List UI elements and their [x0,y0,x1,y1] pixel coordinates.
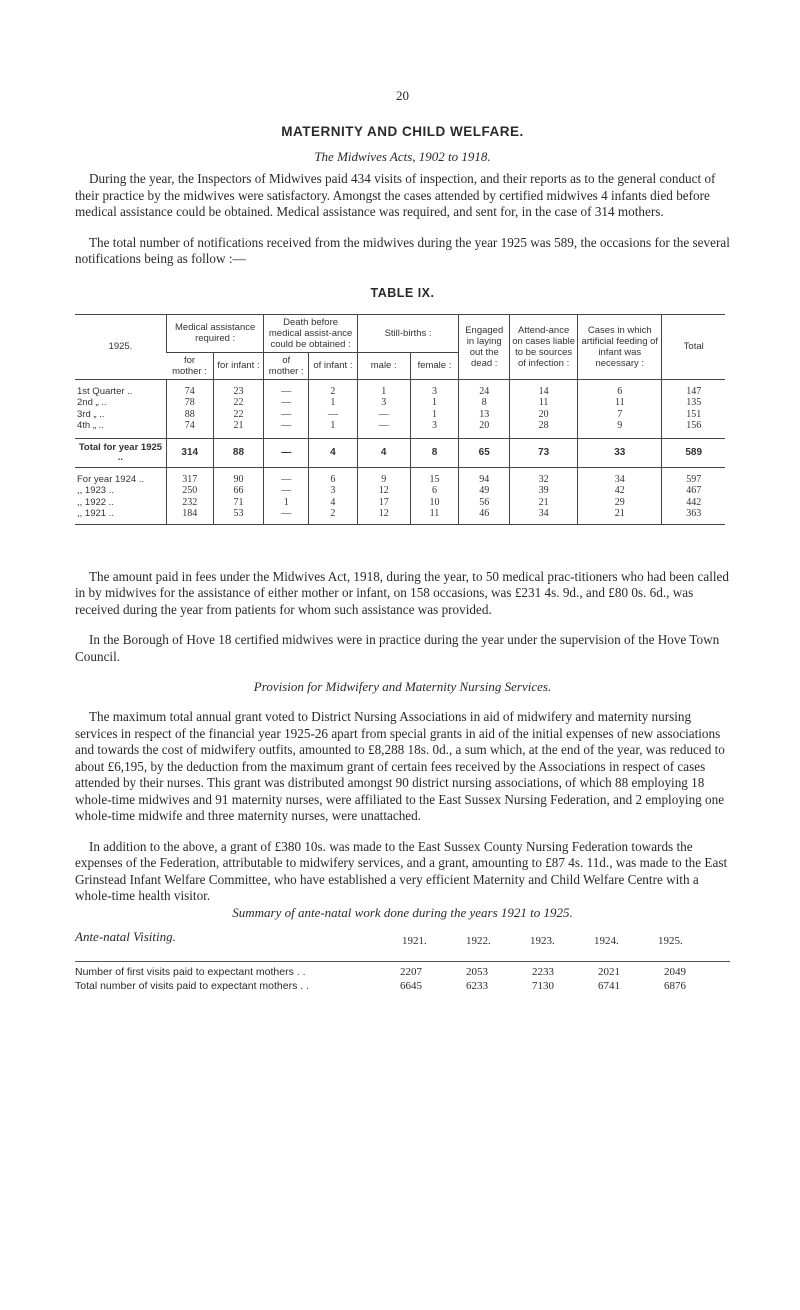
row-label: 4th „ .. [77,420,104,431]
cell: — [264,379,309,397]
cell: 232 [166,497,213,509]
cell: 88 [213,438,264,467]
cell: — [264,409,309,421]
cell: 589 [662,438,725,467]
subtitle: The Midwives Acts, 1902 to 1918. [314,149,491,164]
table-row [75,397,725,409]
cell: 21 [578,508,662,524]
cell: 24 [459,379,510,397]
row-label: 2nd „ .. [77,397,107,408]
document-page [75,0,730,993]
year-header: 1925. [658,934,683,947]
cell: 11 [578,397,662,409]
table-row [75,379,725,397]
cell: — [264,438,309,467]
cell: 6876 [664,979,686,992]
row-label: For year 1924 .. [77,473,145,485]
sub-female: female : [410,352,459,379]
cell: 74 [166,379,213,397]
cell: 7130 [532,979,554,992]
table-row [75,961,730,979]
cell: 22 [213,409,264,421]
cell: 22 [213,397,264,409]
cell: 3 [357,397,410,409]
cell: 6645 [400,979,422,992]
cell: 66 [213,485,264,497]
cell: 13 [459,409,510,421]
row-label: 3rd „ .. [77,408,105,420]
header-medical: Medical assistance required : [166,314,263,352]
cell: 2053 [466,961,532,979]
cell: 28 [510,420,578,438]
cell: 1 [357,379,410,397]
cell: 9 [357,467,410,485]
page-number: 20 [396,88,409,103]
cell: 597 [662,467,725,485]
cell: 2233 [532,961,598,979]
sub-for-infant: for infant : [213,352,264,379]
cell: 184 [166,508,213,524]
cell: 56 [459,497,510,509]
cell: 21 [213,420,264,438]
cell: 6741 [598,979,620,992]
sub-for-mother: for mother : [166,352,213,379]
cell: — [264,420,309,438]
cell: 65 [459,438,510,467]
cell: 34 [578,467,662,485]
paragraph-fees: The amount paid in fees under the Midwives Act, 1918, during the year, to 50 medical prac-titioners who had been called in by midwives for the assistance of either mother or infant, on 158 occasions, was £231 4s. 9d., and £80 0s. 6d., was received during the year from patients for whom such assistance was provided. [75,568,729,617]
cell: 9 [578,420,662,438]
cell: 6233 [466,979,488,992]
cell: 46 [459,508,510,524]
year-headers [402,935,722,947]
table-row [75,467,725,485]
table-row [75,979,730,993]
row-label: Total number of visits paid to expectant mothers . . [75,979,310,992]
cell: 29 [578,497,662,509]
cell: 94 [459,467,510,485]
row-label: Number of first visits paid to expectant mothers . . [75,961,400,979]
header-engaged: Engaged in laying out the dead : [459,314,510,379]
cell: 7 [578,409,662,421]
cell: 3 [309,485,358,497]
sub-of-mother: of mother : [264,352,309,379]
year-header: 1924. [594,934,619,947]
row-label: ,, 1923 .. [77,485,114,496]
cell: 317 [166,467,213,485]
year-header: 1921. [402,934,427,947]
table-row [75,485,725,497]
header-death: Death before medical assist-ance could be obtained : [264,314,357,352]
cell: 4 [357,438,410,467]
cell: 20 [459,420,510,438]
header-stillbirths: Still-births : [357,314,459,352]
section-heading: MATERNITY AND CHILD WELFARE. [281,124,524,139]
cell: 467 [662,485,725,497]
cell: 363 [662,508,725,524]
cell: 3 [410,379,459,397]
cell: 49 [459,485,510,497]
cell: 34 [510,508,578,524]
paragraph-notifications: The total number of notifications received from the midwives during the year 1925 was 589, the occasions for the several notifications being as follow :— [75,234,730,266]
cell: — [264,508,309,524]
cell: 4 [309,497,358,509]
cell: — [264,467,309,485]
table-title: TABLE IX. [370,285,435,300]
cell: 2 [309,379,358,397]
ante-natal-label: Ante-natal Visiting. [75,928,176,944]
cell: — [309,409,358,421]
header-attendance: Attend-ance on cases liable to be sources of infection : [510,314,578,379]
cell: 250 [166,485,213,497]
cell: 442 [662,497,725,509]
cell: 90 [213,467,264,485]
cell: 2207 [400,961,466,979]
cell: 156 [662,420,725,438]
cell: 135 [662,397,725,409]
cell: 32 [510,467,578,485]
cell: 2021 [598,961,664,979]
ante-natal-header [75,929,730,949]
total-row [75,438,725,467]
cell: 11 [510,397,578,409]
cell: 33 [578,438,662,467]
cell: 1 [264,497,309,509]
cell: — [357,409,410,421]
cell: 88 [166,409,213,421]
table-row [75,508,725,524]
cell: 147 [662,379,725,397]
cell: 3 [410,420,459,438]
cell: 4 [309,438,358,467]
cell: — [357,420,410,438]
total-label: Total for year 1925 .. [75,438,166,467]
cell: — [264,397,309,409]
table-row [75,420,725,438]
cell: 14 [510,379,578,397]
header-total: Total [662,314,725,379]
cell: 10 [410,497,459,509]
cell: 74 [166,420,213,438]
cell: 6 [410,485,459,497]
cell: 8 [410,438,459,467]
cell: 1 [410,397,459,409]
cell: 12 [357,508,410,524]
summary-title: Summary of ante-natal work done during the years 1921 to 1925. [232,904,573,920]
cell: 15 [410,467,459,485]
cell: 8 [459,397,510,409]
sub-male: male : [357,352,410,379]
row-label: ,, 1921 .. [75,508,166,524]
cell: 2049 [664,961,730,979]
cell: 42 [578,485,662,497]
cell: 78 [166,397,213,409]
table-ix [75,314,725,525]
cell: 20 [510,409,578,421]
sub-of-infant: of infant : [309,352,358,379]
paragraph-grant: The maximum total annual grant voted to District Nursing Associations in aid of midwifery and maternity nursing services in respect of the financial year 1925-26 apart from special grants in aid of the initial expenses of new associations and towards the cost of midwifery outfits, amounted to £8,288 18s. 0d., a sum which, at the end of the year, was reduced to about £6,195, by the deduction from the maximum grant of certain fees received by the Associations in respect of cases attended by their nurses. This grant was distributed amongst 90 district nursing associations, of which 88 employing 18 whole-time midwives and 91 maternity nurses, were affiliated to the East Sussex Nursing Federation, and 2 employing one whole-time midwife and three maternity nurses, were unattached. [75,709,725,823]
cell: 1 [309,420,358,438]
provision-title: Provision for Midwifery and Maternity Nursing Services. [253,679,552,694]
cell: 1 [309,397,358,409]
cell: 73 [510,438,578,467]
header-artificial: Cases in which artificial feeding of infant was necessary : [578,314,662,379]
table-row [75,409,725,421]
cell: 53 [213,508,264,524]
paragraph-inspections: During the year, the Inspectors of Midwives paid 434 visits of inspection, and their reports as to the general conduct of their practice by the midwives were satisfactory. Amongst the cases attended by certified midwives 4 infants died before medical assistance could be obtained. Medical assistance was required, and sent for, in the case of 314 mothers. [75,171,716,219]
cell: 6 [578,379,662,397]
cell: 11 [410,508,459,524]
paragraph-addition: In addition to the above, a grant of £380 10s. was made to the East Sussex County Nursing Federation towards the expenses of the Federation, attributable to midwifery services, and a grant, amounting to £87 4s. 11d., was made to the East Grinstead Infant Welfare Committee, who have established a very efficient Maternity and Child Welfare Centre with a whole-time health visitor. [75,838,728,903]
year-header: 1922. [466,934,491,947]
cell: 151 [662,409,725,421]
year-header: 1923. [530,934,555,947]
ante-natal-table [75,961,730,993]
cell: 39 [510,485,578,497]
row-label: ,, 1922 .. [77,496,114,508]
table-row [75,497,725,509]
cell: 12 [357,485,410,497]
cell: 21 [510,497,578,509]
cell: 17 [357,497,410,509]
cell: 6 [309,467,358,485]
cell: 314 [166,438,213,467]
cell: — [264,485,309,497]
cell: 1 [410,409,459,421]
cell: 23 [213,379,264,397]
cell: 71 [213,497,264,509]
header-year: 1925. [75,314,166,379]
paragraph-hove: In the Borough of Hove 18 certified midwives were in practice during the year under the supervision of the Hove Town Council. [75,632,720,664]
row-label: 1st Quarter .. [77,385,133,397]
cell: 2 [309,508,358,524]
